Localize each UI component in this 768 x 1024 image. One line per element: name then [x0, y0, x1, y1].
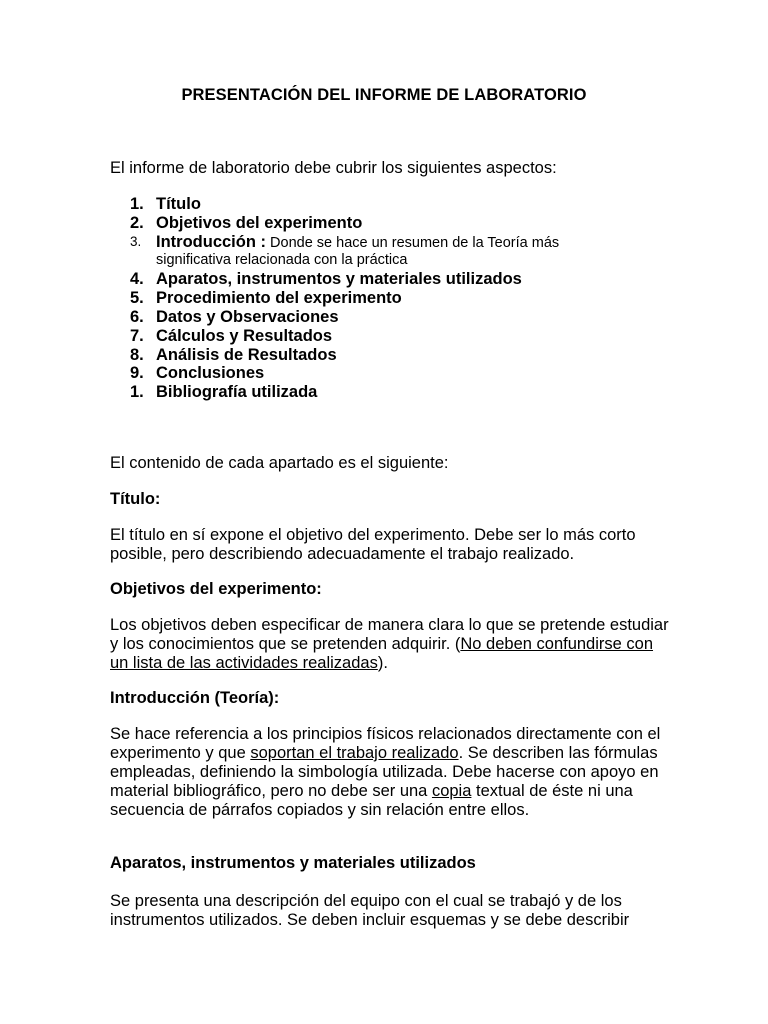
list-item	[130, 364, 650, 383]
underlined-text: soportan el trabajo realizado	[250, 744, 459, 762]
text-run: . Se describen las fórmulas empleadas, definiendo la simbología utilizada. Debe hacerse con apoyo en material bibliográfico, pero no debe ser una	[110, 744, 659, 800]
section-heading-objetivos: Objetivos del experimento:	[110, 580, 322, 598]
list-item	[130, 308, 650, 327]
list-item-label: Cálculos y Resultados	[156, 326, 333, 345]
list-item-label: Datos y Observaciones	[156, 307, 339, 326]
list-number: 5.	[130, 289, 144, 308]
list-number: 4.	[130, 270, 144, 289]
text-run: ).	[377, 654, 388, 672]
list-item	[130, 270, 650, 289]
list-number: 7.	[130, 326, 144, 345]
underlined-text: copia	[431, 782, 472, 800]
list-item-label: Bibliografía utilizada	[156, 383, 318, 402]
section-text-titulo: El título en sí expone el objetivo del experimento. Debe ser lo más corto posible, pero describiendo adecuadamente el trabajo realizado.	[110, 526, 636, 563]
list-item-label: Introducción :	[156, 232, 266, 251]
list-item	[130, 383, 650, 402]
list-item-label: Conclusiones	[156, 364, 265, 383]
list-item-label: Procedimiento del experimento	[156, 289, 402, 308]
section-heading-titulo: Título:	[110, 490, 161, 508]
list-number: 1.	[130, 383, 144, 402]
list-item-label: Análisis de Resultados	[156, 345, 337, 364]
list-item-label: Aparatos, instrumentos y materiales utilizados	[156, 270, 522, 289]
list-item-description-cont: significativa relacionada con la práctica	[156, 252, 408, 269]
underlined-text: No deben confundirse con un lista de las actividades realizadas	[110, 635, 654, 672]
list-item	[130, 346, 650, 365]
section-heading-aparatos: Aparatos, instrumentos y materiales utilizados	[110, 854, 476, 872]
intro-paragraph: El informe de laboratorio debe cubrir los siguientes aspectos:	[110, 159, 557, 177]
list-number: 9.	[130, 364, 144, 383]
section-text-introduccion	[110, 725, 670, 820]
section-text-objetivos	[110, 616, 670, 673]
list-item	[130, 233, 650, 270]
list-number: 1.	[130, 195, 144, 213]
text-run: Los objetivos deben especificar de manera clara lo que se pretende estudiar y los conocimientos que se pretenden adquirir. (	[110, 616, 669, 653]
list-item	[130, 214, 650, 233]
list-item-label: Título	[156, 195, 201, 213]
list-number: 3.	[130, 233, 142, 249]
list-item-description: Donde se hace un resumen de la Teoría más	[266, 234, 560, 251]
list-number: 2.	[130, 213, 144, 232]
list-item	[130, 289, 650, 308]
contenido-paragraph: El contenido de cada apartado es el siguiente:	[110, 454, 449, 472]
aspects-list	[130, 195, 650, 402]
list-item	[130, 195, 650, 214]
section-heading-introduccion: Introducción (Teoría):	[110, 689, 280, 707]
text-run: Se hace referencia a los principios físicos relacionados directamente con el experimento y que	[110, 725, 661, 762]
list-number: 6.	[130, 307, 144, 326]
list-number: 8.	[130, 345, 144, 364]
text-run: textual de éste ni una secuencia de párrafos copiados y sin relación entre ellos.	[110, 782, 633, 819]
list-item	[130, 327, 650, 346]
section-text-aparatos: Se presenta una descripción del equipo con el cual se trabajó y de los instrumentos utilizados. Se deben incluir esquemas y se debe describir	[110, 892, 630, 929]
list-item-label: Objetivos del experimento	[156, 213, 363, 232]
page-title: PRESENTACIÓN DEL INFORME DE LABORATORIO	[181, 86, 587, 104]
